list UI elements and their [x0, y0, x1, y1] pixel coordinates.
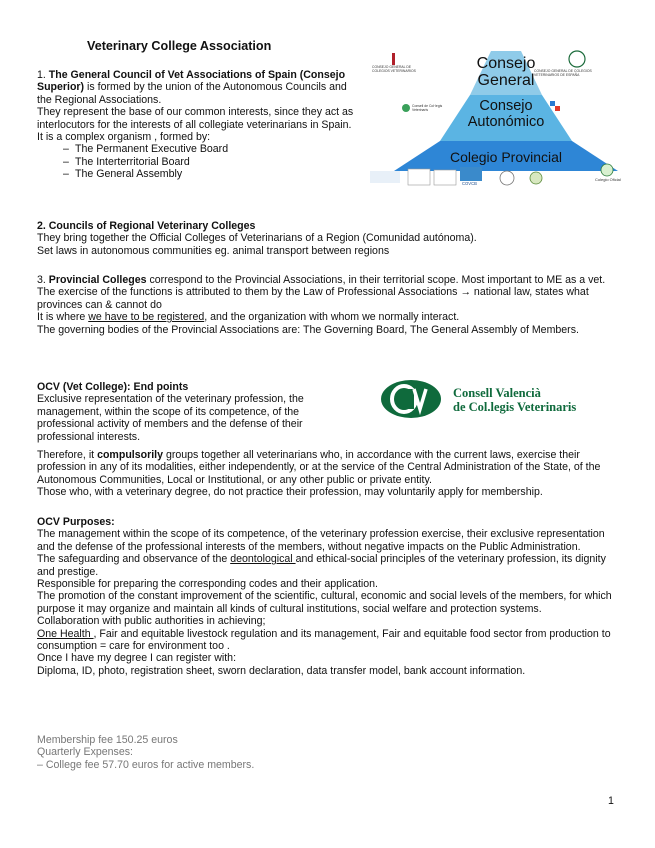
ocv-paragraph-2: Therefore, it compulsorily groups together all veterinarians who, in accordance with the current laws, exercise their profession in any of its modalities, either independently, or at the service of the Central Administration of the State, of the Autonomous Communities, Local or Institutional, or any other public or private entity. — [37, 449, 601, 486]
college-fee: – College fee 57.70 euros for active members. — [37, 758, 255, 771]
logo-mark-icon — [370, 171, 400, 183]
pyramid-middle-label: Consejo Autonómico — [467, 98, 545, 130]
logo-mark-icon — [408, 169, 430, 185]
list-item: – The General Assembly — [37, 168, 359, 180]
purposes-paragraph: The management within the scope of its competence, of the veterinary profession exercise, their exclusive representation and the defense of the professional interests of the members, without negative impacts on the Public Administration. — [37, 528, 605, 553]
membership-fee: Membership fee 150.25 euros — [37, 734, 178, 746]
section-general-council — [37, 69, 359, 181]
logo-caption: Consell de Col·legis Veterinaris — [412, 104, 443, 112]
s1-paragraph-3: It is a complex organism , formed by: — [37, 131, 211, 144]
purposes-paragraph: Once I have my degree I can register with: — [37, 652, 237, 665]
seal-icon — [530, 172, 542, 184]
section-ocv-purposes — [37, 516, 619, 677]
s3-paragraph-3: It is where we have to be registered, and the organization with whom we normally interact. — [37, 311, 460, 324]
page-title: Veterinary College Association — [87, 39, 272, 53]
seal-icon — [569, 51, 585, 67]
ocv-paragraph-1: Exclusive representation of the veterinary profession, the management, within the scope of its competence, of the professional activity of members and the defense of their professional interests. — [37, 393, 304, 443]
ocv-heading-block — [37, 381, 337, 443]
ocv-logo — [380, 379, 620, 419]
pyramid-base-label: Colegio Provincial — [449, 149, 563, 165]
s2-paragraph-1: They bring together the Official Colleges of Veterinarians of a Region (Comunidad autónoma). — [37, 232, 477, 245]
logo-mark-icon — [402, 104, 410, 112]
s2-heading: 2. Councils of Regional Veterinary Colleges — [37, 220, 256, 232]
ocv-body — [37, 449, 617, 499]
ocv-paragraph-3: Those who, with a veterinary degree, do not practice their profession, may voluntarily apply for membership. — [37, 486, 543, 499]
s3-intro: 3. Provincial Colleges correspond to the Provincial Associations, in their territorial scope. Most important to ME as a vet. — [37, 274, 606, 286]
s1-paragraph-2: They represent the base of our common interests, since they act as interlocutors for the interests of all collegiate veterinarians in Spain. — [37, 106, 354, 131]
s3-paragraph-4: The governing bodies of the Provincial Associations are: The Governing Board, The General Assembly of Members. — [37, 323, 579, 336]
ocv-heading: OCV (Vet College): End points — [37, 381, 189, 393]
section-regional-councils — [37, 220, 617, 257]
purposes-paragraph: The safeguarding and observance of the deontological and ethical-social principles of the veterinary profession, its dignity and prestige. — [37, 553, 606, 578]
ocv-logo-icon — [380, 379, 442, 419]
seal-icon — [500, 171, 514, 185]
logo-mark-icon — [392, 53, 395, 65]
pyramid-top-label: Consejo General — [476, 55, 536, 89]
logo-caption: CONSEJO GENERAL DE COLEGIOS VETERINARIOS DE ESPAÑA — [534, 69, 592, 77]
purposes-paragraph: One Health , Fair and equitable livestock regulation and its management, Fair and equitable food sector from production to consumption = care for environment too . — [37, 627, 611, 653]
logo-mark-icon — [434, 170, 456, 185]
pyramid-diagram — [364, 45, 621, 191]
list-item: – The Interterritorial Board — [37, 156, 359, 168]
purposes-paragraph: Diploma, ID, photo, registration sheet, sworn declaration, data transfer model, bank account information. — [37, 664, 526, 677]
list-item: – The Permanent Executive Board — [37, 143, 359, 155]
quarterly-expenses: Quarterly Expenses: — [37, 746, 133, 759]
seal-icon — [601, 164, 613, 176]
purposes-paragraph: Responsible for preparing the corresponding codes and their application. — [37, 578, 378, 591]
page-number: 1 — [608, 795, 614, 807]
s1-list — [37, 143, 359, 180]
purposes-paragraph: The promotion of the constant improvement of the scientific, cultural, economic and social levels of the members, for which purpose it may organize and maintain all kinds of cultural institutions, social welfare and protection systems. — [37, 590, 612, 615]
logo-caption: COVCB — [462, 181, 477, 186]
logo-caption: Colegio Oficial — [595, 177, 621, 182]
ocv-logo-wordmark: Consell Valencià de Col.legis Veterinaris — [453, 386, 577, 414]
logo-caption: CONSEJO GENERAL DE COLEGIOS VETERINARIOS — [372, 65, 416, 73]
logo-mark-icon — [460, 167, 482, 181]
s3-paragraph-2: The exercise of the functions is attributed to them by the Law of Professional Associations → national law, states what provinces can & cannot do — [37, 286, 589, 311]
s1-intro: 1. The General Council of Vet Associations of Spain (Consejo Superior) is formed by the union of the Autonomous Councils and the Regional Associations. — [37, 69, 347, 106]
purposes-heading: OCV Purposes: — [37, 516, 115, 528]
s3-heading: Provincial Colleges — [48, 274, 147, 286]
section-provincial-colleges — [37, 274, 617, 336]
purposes-paragraph: Collaboration with public authorities in achieving; — [37, 615, 266, 628]
s1-heading: The General Council of Vet Associations of Spain (Consejo Superior) — [37, 69, 346, 94]
s2-paragraph-2: Set laws in autonomous communities eg. animal transport between regions — [37, 244, 390, 257]
fees-block — [37, 734, 437, 771]
